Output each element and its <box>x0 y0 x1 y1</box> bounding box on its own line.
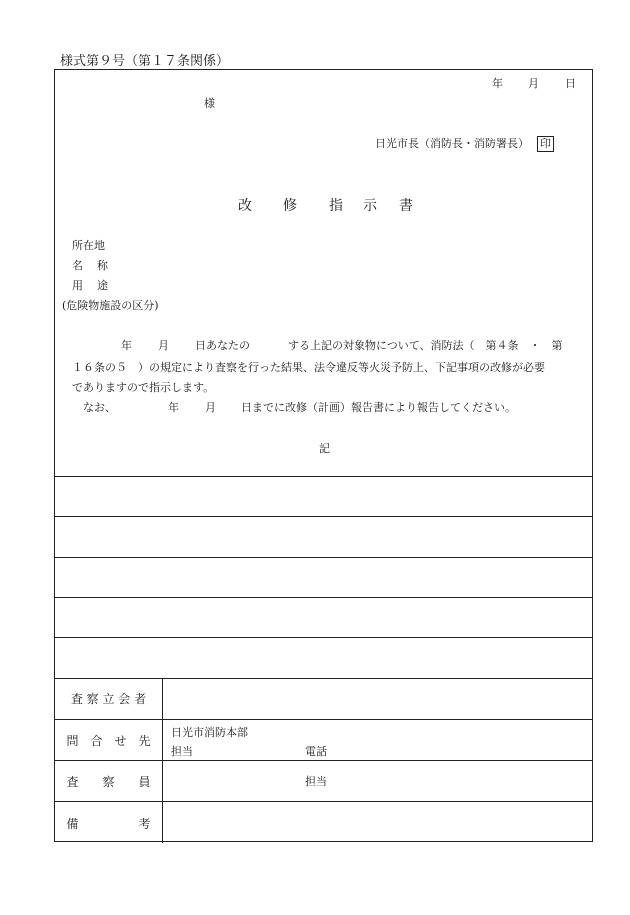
ruled-line <box>55 637 592 638</box>
title-char: 示 <box>363 198 377 214</box>
title-char: 指 <box>329 198 343 214</box>
date-day: 日 <box>565 77 576 90</box>
witness-label: 査 察 立 会 者 <box>70 692 147 706</box>
ki-mark: 記 <box>319 442 330 455</box>
table-row-line <box>55 760 592 761</box>
name-label-1: 名 <box>72 259 83 272</box>
table-column-divider <box>162 678 163 843</box>
table-top-line <box>55 678 592 679</box>
ruled-line <box>55 476 592 477</box>
contact-label: 問 合 せ 先 <box>66 734 151 748</box>
issuer: 日光市長（消防長・消防署長） <box>375 137 529 150</box>
body-text-1b: する上記の対象物について、消防法（ 第４条 ・ 第 <box>288 339 563 352</box>
body-year: 年 <box>121 339 132 352</box>
form-frame <box>54 69 593 842</box>
body-text-4-year: 年 <box>168 401 179 414</box>
body-text-3: でありますので指示します。 <box>72 381 215 394</box>
title-char: 修 <box>283 198 297 214</box>
date-month: 月 <box>528 77 539 90</box>
date-year: 年 <box>492 77 503 90</box>
issuer-line <box>375 135 554 152</box>
contact-person: 担当 <box>171 745 193 758</box>
title-char: 改 <box>238 198 252 214</box>
body-text-1: 日あなたの <box>195 339 250 352</box>
ruled-line <box>55 516 592 517</box>
body-text-4-month: 月 <box>205 401 216 414</box>
body-text-2: １６条の５ ）の規定により査察を行った結果、法令違反等火災予防上、下記事項の改修が必要 <box>72 361 545 374</box>
seal-stamp: 印 <box>537 136 554 152</box>
form-number: 様式第９号（第１７条関係） <box>60 54 230 69</box>
name-label-2: 称 <box>97 259 108 272</box>
location-label: 所在地 <box>72 239 105 252</box>
contact-phone: 電話 <box>305 745 327 758</box>
table-row-line <box>55 719 592 720</box>
body-month: 月 <box>158 339 169 352</box>
use-label-1: 用 <box>72 279 83 292</box>
hazard-class-label: (危険物施設の区分) <box>62 299 159 312</box>
title-char: 書 <box>399 198 413 214</box>
inspector-person: 担当 <box>305 775 327 788</box>
contact-org: 日光市消防本部 <box>171 726 248 739</box>
ruled-line <box>55 597 592 598</box>
remarks-label: 備 考 <box>66 817 151 831</box>
use-label-2: 途 <box>97 279 108 292</box>
body-text-4-prefix: なお、 <box>83 401 116 414</box>
ruled-line <box>55 557 592 558</box>
recipient-suffix: 様 <box>204 97 215 110</box>
table-row-line <box>55 801 592 802</box>
inspector-label: 査 察 員 <box>66 775 151 789</box>
body-text-4: 日までに改修（計画）報告書により報告してください。 <box>241 401 516 414</box>
